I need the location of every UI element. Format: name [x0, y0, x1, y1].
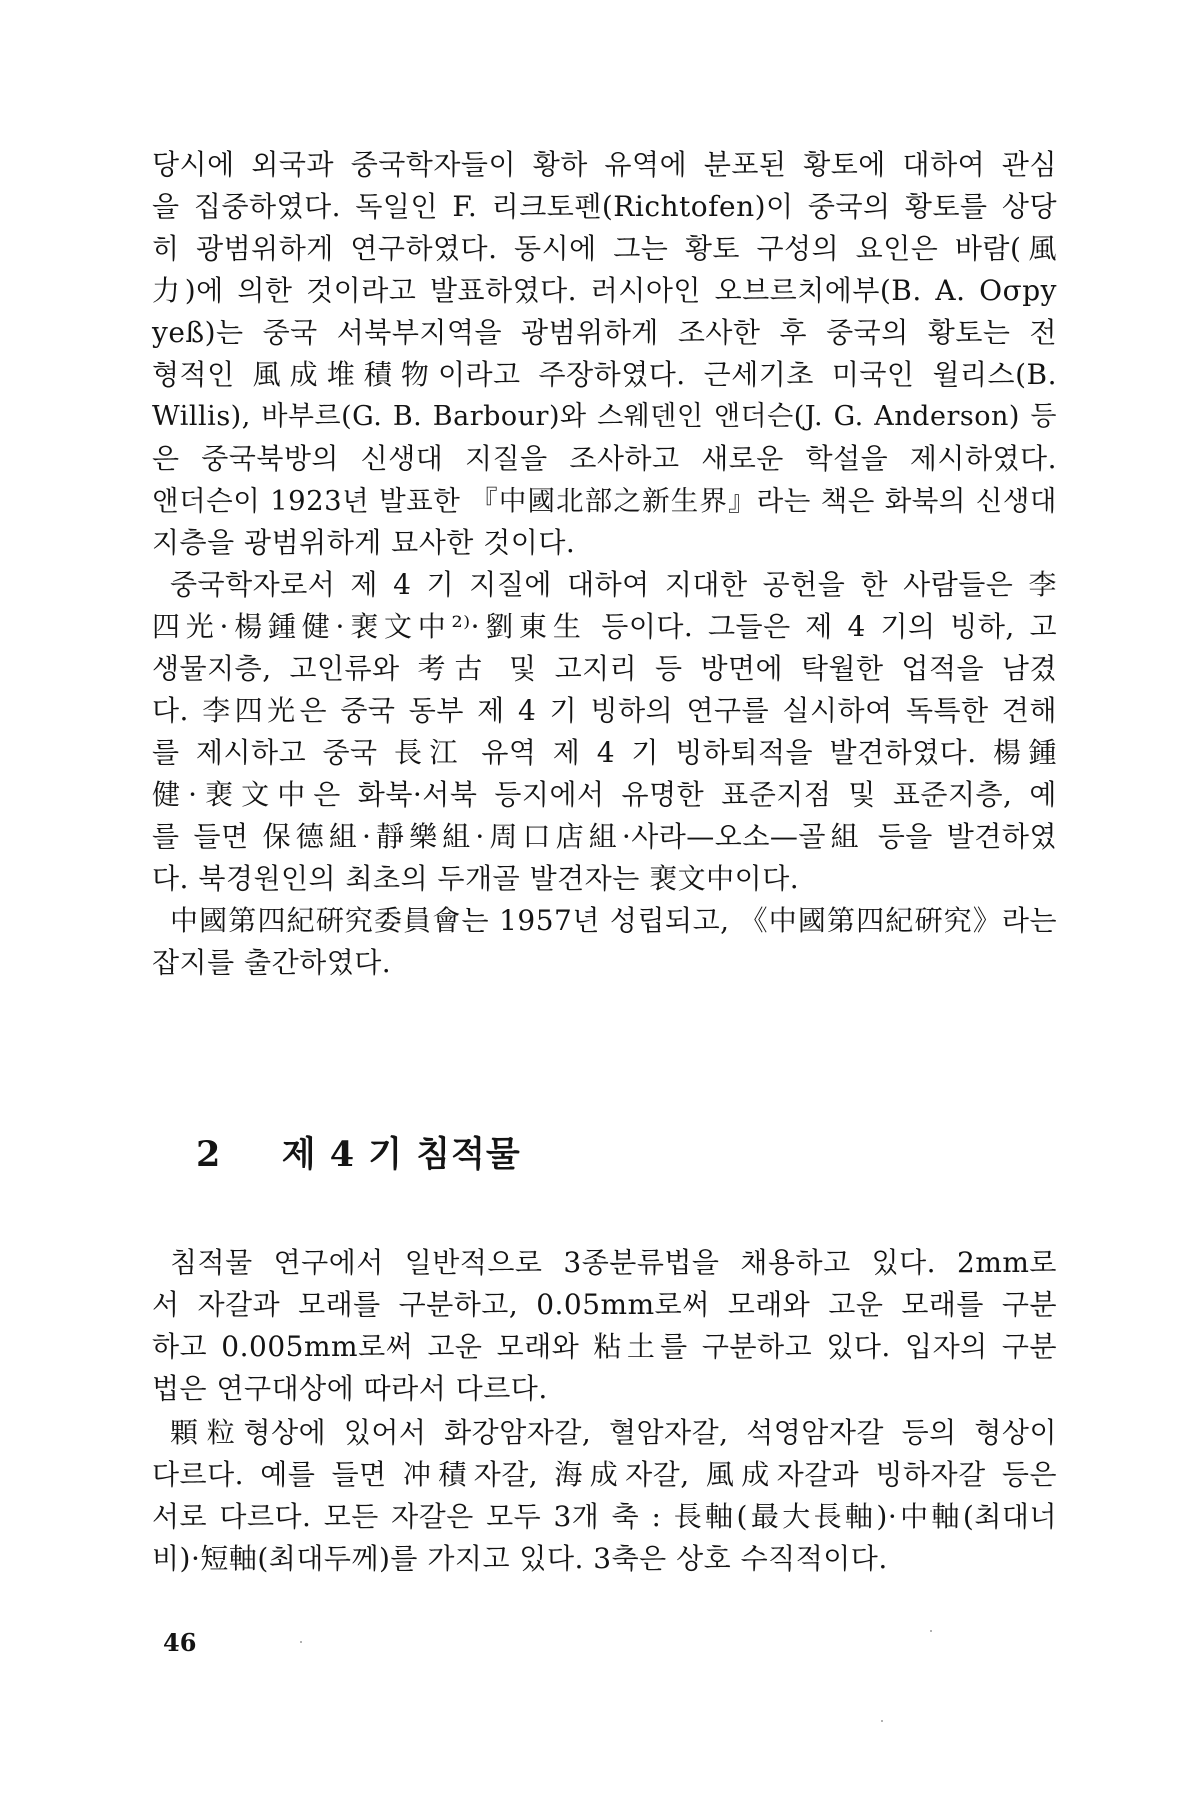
text-line: 지층을 광범위하게 묘사한 것이다. — [152, 526, 576, 559]
section-heading — [196, 1133, 521, 1177]
text-line: 생물지층, 고인류와 考古 및 고지리 등 방면에 탁월한 업적을 남겼 — [152, 652, 1057, 685]
text-line: 中國第四紀硏究委員會는 1957년 성립되고, 《中國第四紀硏究》라는 — [170, 904, 1057, 937]
text-line: 앤더슨이 1923년 발표한 『中國北部之新生界』라는 책은 화북의 신생대 — [152, 485, 1057, 517]
text-line: yeß)는 중국 서북부지역을 광범위하게 조사한 후 중국의 황토는 전 — [152, 316, 1057, 349]
text-line: 법은 연구대상에 따라서 다르다. — [152, 1372, 548, 1405]
text-line: 다르다. 예를 들면 冲積자갈, 海成자갈, 風成자갈과 빙하자갈 등은 — [152, 1458, 1057, 1491]
text-line: 다. 李四光은 중국 동부 제 4 기 빙하의 연구를 실시하여 독특한 견해 — [152, 694, 1057, 727]
text-line: 형적인 風成堆積物이라고 주장하였다. 근세기초 미국인 윌리스(B. — [152, 358, 1057, 391]
text-line: 서 자갈과 모래를 구분하고, 0.05mm로써 모래와 고운 모래를 구분 — [152, 1288, 1057, 1321]
text-line: 를 제시하고 중국 長江 유역 제 4 기 빙하퇴적을 발견하였다. 楊鍾 — [152, 736, 1057, 769]
text-line: 서로 다르다. 모든 자갈은 모두 3개 축 : 長軸(最大長軸)·中軸(최대너 — [152, 1500, 1057, 1533]
section-title: 제 4 기 침적물 — [281, 1134, 521, 1175]
text-line: 를 들면 保德組·靜樂組·周口店組·사라—오소—골組 등을 발견하였 — [152, 820, 1057, 853]
text-line: 히 광범위하게 연구하였다. 동시에 그는 황토 구성의 요인은 바람(風 — [152, 232, 1057, 265]
text-line: Willis), 바부르(G. B. Barbour)와 스웨덴인 앤더슨(J. G. Anderson) 등 — [152, 401, 1057, 432]
scan-speck — [881, 1720, 883, 1722]
text-line: 을 집중하였다. 독일인 F. 리크토펜(Richtofen)이 중국의 황토를 상당 — [152, 190, 1057, 223]
section-number: 2 — [196, 1134, 222, 1175]
text-line: 다. 북경원인의 최초의 두개골 발견자는 裵文中이다. — [152, 862, 800, 895]
text-line: 하고 0.005mm로써 고운 모래와 粘土를 구분하고 있다. 입자의 구분 — [152, 1330, 1057, 1363]
text-line: 健·裵文中은 화북·서북 등지에서 유명한 표준지점 및 표준지층, 예 — [152, 778, 1057, 811]
text-line: 당시에 외국과 중국학자들이 황하 유역에 분포된 황토에 대하여 관심 — [152, 148, 1057, 181]
text-line: 顆粒형상에 있어서 화강암자갈, 혈암자갈, 석영암자갈 등의 형상이 — [170, 1416, 1057, 1449]
text-line: 四光·楊鍾健·裵文中²⁾·劉東生 등이다. 그들은 제 4 기의 빙하, 고 — [152, 610, 1057, 643]
text-line: 잡지를 출간하였다. — [152, 946, 392, 979]
text-line: 비)·短軸(최대두께)를 가지고 있다. 3축은 상호 수직적이다. — [152, 1542, 888, 1575]
text-line: 은 중국북방의 신생대 지질을 조사하고 새로운 학설을 제시하였다. — [152, 442, 1057, 475]
page-number: 46 — [163, 1628, 197, 1657]
text-line: 침적물 연구에서 일반적으로 3종분류법을 채용하고 있다. 2mm로 — [170, 1246, 1057, 1279]
text-line: 중국학자로서 제 4 기 지질에 대하여 지대한 공헌을 한 사람들은 李 — [170, 568, 1057, 601]
text-line: 力)에 의한 것이라고 발표하였다. 러시아인 오브르치에부(B. A. Oσpy — [152, 274, 1057, 307]
scan-speck — [930, 1630, 932, 1632]
scan-speck — [300, 1641, 302, 1643]
